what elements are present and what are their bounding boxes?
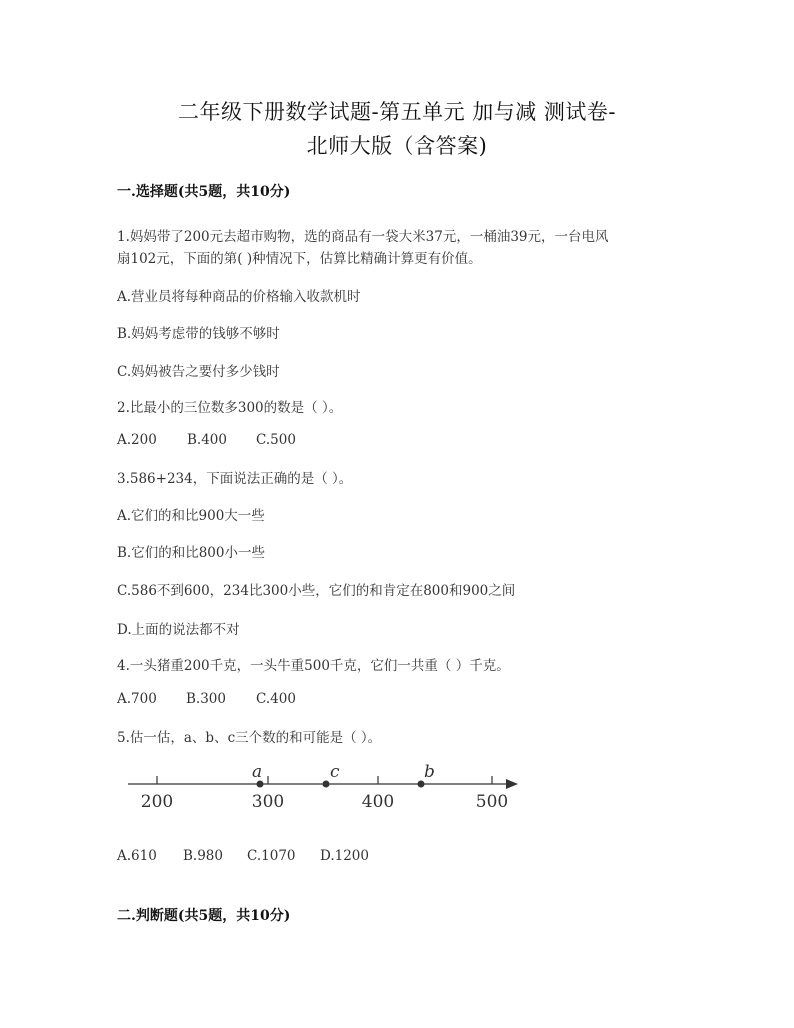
point-c-dot [323,781,330,788]
question-5-option-b: B.980 [183,848,223,864]
question-3-option-d: D.上面的说法都不对 [117,622,240,638]
question-5-option-a: A.610 [117,848,157,864]
question-5-option-d: D.1200 [320,848,369,864]
question-4-option-c: C.400 [256,691,296,707]
question-5-stem: 5.估一估，a、b、c三个数的和可能是（ ）。 [117,730,382,746]
question-3-option-a: A.它们的和比900大一些 [117,508,265,524]
section-heading-multiple-choice: 一.选择题(共5题，共10分) [117,184,291,200]
question-1-option-c: C.妈妈被告之要付多少钱时 [117,364,280,380]
tick-label-200: 200 [140,792,174,812]
question-1-option-b: B.妈妈考虑带的钱够不够时 [117,326,280,342]
question-3-option-b: B.它们的和比800小一些 [117,545,265,561]
question-4-option-b: B.300 [186,691,226,707]
tick-label-500: 500 [475,792,509,812]
question-3-option-c: C.586不到600，234比300小些，它们的和肯定在800和900之间 [117,583,516,599]
point-c-label: c [330,762,340,782]
number-line-arrow-icon [506,779,518,789]
point-a-label: a [252,762,263,782]
question-4-option-a: A.700 [117,691,157,707]
document-title-line-1: 二年级下册数学试题-第五单元 加与减 测试卷- [177,100,617,124]
question-1-line-1: 1.妈妈带了200元去超市购物，选的商品有一袋大米37元，一桶油39元，一台电风 [117,229,609,245]
question-1-line-2: 扇102元，下面的第( )种情况下，估算比精确计算更有价值。 [117,251,482,267]
question-4-options [117,691,296,707]
question-2-stem: 2.比最小的三位数多300的数是（ ）。 [117,400,343,416]
question-5-option-c: C.1070 [247,848,296,864]
question-2-option-a: A.200 [117,432,157,448]
point-b-label: b [424,762,435,782]
question-1-option-a: A.营业员将每种商品的价格输入收款机时 [117,289,361,305]
number-line-figure [120,760,530,820]
question-2-options [117,432,296,448]
question-5-options [117,848,369,864]
section-heading-true-false: 二.判断题(共5题，共10分) [117,908,291,924]
tick-label-300: 300 [251,792,285,812]
question-4-stem: 4.一头猪重200千克，一头牛重500千克，它们一共重（ ）千克。 [117,658,510,674]
question-2-option-c: C.500 [256,432,296,448]
tick-label-400: 400 [361,792,395,812]
question-3-stem: 3.586+234，下面说法正确的是（ ）。 [117,471,353,487]
question-2-option-b: B.400 [187,432,227,448]
document-title-line-2: 北师大版（含答案) [306,134,488,158]
